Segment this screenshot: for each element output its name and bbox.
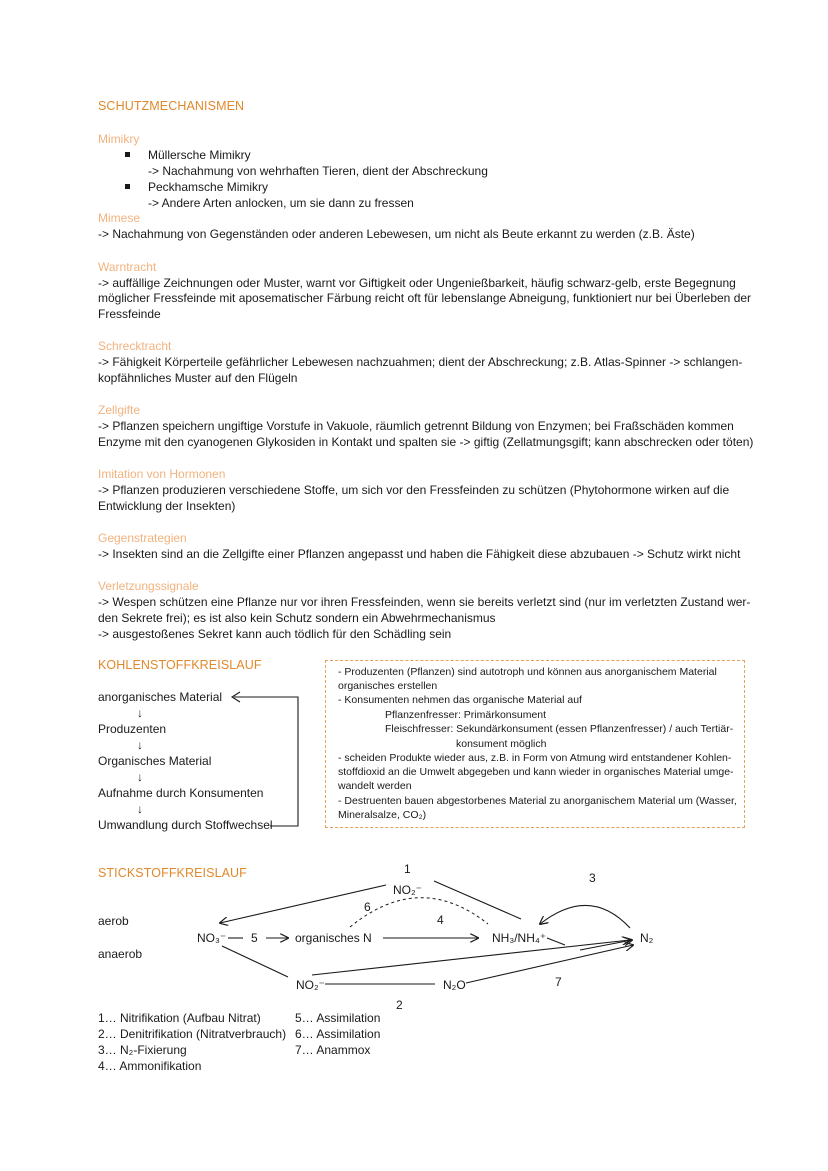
kohlenstoff-info-box bbox=[325, 660, 745, 828]
imitation-line: -> Pflanzen produzieren verschiedene Stoffe, um sich vor den Fressfeinden zu schützen (Phytohormone wirken auf die bbox=[98, 483, 730, 497]
step-number-3: 3 bbox=[589, 871, 596, 885]
down-arrow-icon: ↓ bbox=[137, 770, 143, 784]
down-arrow-icon: ↓ bbox=[137, 802, 143, 816]
warntracht-line: Fressfeinde bbox=[98, 307, 161, 321]
info-line: stoffdioxid an die Umwelt abgegeben und kann wieder in organisches Material umge- bbox=[338, 766, 734, 778]
label-n2: N₂ bbox=[640, 931, 654, 945]
stickstoff-diagram bbox=[0, 850, 828, 1015]
section-title-stickstoffkreislauf: STICKSTOFFKREISLAUF bbox=[98, 866, 247, 880]
legend-item: 5… Assimilation bbox=[295, 1011, 381, 1025]
info-line: Mineralsalze, CO₂) bbox=[338, 809, 427, 821]
gegenstrategien-line: -> Insekten sind an die Zellgifte einer Pflanzen angepasst und haben die Fähigkeit diese abzubauen -> Schutz wirkt nicht bbox=[98, 547, 741, 561]
cycle-return-arrow bbox=[220, 690, 310, 835]
zellgifte-line: -> Pflanzen speichern ungiftige Vorstufe in Vakuole, räumlich getrennt Bildung von Enzymen; bei Fraßschäden kommen bbox=[98, 419, 734, 433]
info-line: organisches erstellen bbox=[338, 680, 438, 692]
step-number-4: 4 bbox=[437, 913, 444, 927]
step-number-2: 2 bbox=[396, 998, 403, 1012]
imitation-line: Entwicklung der Insekten) bbox=[98, 499, 236, 513]
info-line: konsument möglich bbox=[456, 738, 547, 750]
heading-verletzungssignale: Verletzungssignale bbox=[98, 579, 199, 593]
info-line: wandelt werden bbox=[338, 780, 412, 792]
step-number-7: 7 bbox=[555, 975, 562, 989]
heading-schrecktracht: Schrecktracht bbox=[98, 339, 172, 353]
legend-item: 1… Nitrifikation (Aufbau Nitrat) bbox=[98, 1011, 261, 1025]
step-number-5: 5 bbox=[251, 931, 258, 945]
legend-item: 6… Assimilation bbox=[295, 1027, 381, 1041]
heading-warntracht: Warntracht bbox=[98, 260, 157, 274]
cycle-step: anorganisches Material bbox=[98, 690, 223, 704]
warntracht-line: -> auffällige Zeichnungen oder Muster, warnt vor Giftigkeit oder Ungenießbarkeit, häufig schwarz-gelb, erste Begegnung bbox=[98, 276, 736, 290]
label-aerob: aerob bbox=[98, 914, 129, 928]
bullet-icon bbox=[125, 152, 130, 157]
heading-mimikry: Mimikry bbox=[98, 132, 140, 146]
verletzung-line: -> Wespen schützen eine Pflanze nur vor ihren Fressfeinden, wenn sie bereits verletzt sind (nur im verletzten Zustand wer- bbox=[98, 595, 751, 609]
label-anaerob: anaerob bbox=[98, 947, 143, 961]
down-arrow-icon: ↓ bbox=[137, 706, 143, 720]
cycle-step: Umwandlung durch Stoffwechsel bbox=[98, 818, 273, 832]
info-line: - Konsumenten nehmen das organische Material auf bbox=[338, 694, 582, 706]
mimikry-item-name: Peckhamsche Mimikry bbox=[148, 180, 269, 194]
info-line: - Produzenten (Pflanzen) sind autotroph und können aus anorganischem Material bbox=[338, 666, 717, 678]
zellgifte-line: Enzyme mit den cyanogenen Glykosiden in Kontakt und spalten sie -> giftig (Zellatmungsgift; kann abschrecken oder töten) bbox=[98, 435, 754, 449]
legend-item: 7… Anammox bbox=[295, 1043, 371, 1057]
cycle-step: Organisches Material bbox=[98, 754, 212, 768]
legend-item: 2… Denitrifikation (Nitratverbrauch) bbox=[98, 1027, 287, 1041]
down-arrow-icon: ↓ bbox=[137, 738, 143, 752]
info-line: - scheiden Produkte wieder aus, z.B. in Form von Atmung wird entstandener Kohlen- bbox=[338, 752, 732, 764]
cycle-step: Produzenten bbox=[98, 722, 167, 736]
legend-item: 3… N₂-Fixierung bbox=[98, 1043, 187, 1057]
schrecktracht-line: kopfähnliches Muster auf den Flügeln bbox=[98, 371, 298, 385]
schrecktracht-line: -> Fähigkeit Körperteile gefährlicher Lebewesen nachzuahmen; dient der Abschreckung; z.B. Atlas-Spinner -> schlangen- bbox=[98, 355, 743, 369]
verletzung-line: -> ausgestoßenes Sekret kann auch tödlich für den Schädling sein bbox=[98, 627, 452, 641]
heading-imitation-hormone: Imitation von Hormonen bbox=[98, 467, 226, 481]
cycle-step: Aufnahme durch Konsumenten bbox=[98, 786, 264, 800]
info-line: Pflanzenfresser: Primärkonsument bbox=[385, 709, 547, 721]
section-title-kohlenstoffkreislauf: KOHLENSTOFFKREISLAUF bbox=[98, 658, 262, 672]
mimikry-item-name: Müllersche Mimikry bbox=[148, 148, 251, 162]
warntracht-line: möglicher Fressfeinde mit aposematischer Färbung reicht oft für lebenslange Abneigung, funktioniert nur bei Überleben der bbox=[98, 291, 752, 305]
heading-gegenstrategien: Gegenstrategien bbox=[98, 531, 187, 545]
step-number-1: 1 bbox=[404, 862, 411, 876]
mimikry-item-desc: -> Nachahmung von wehrhaften Tieren, dient der Abschreckung bbox=[148, 164, 488, 178]
heading-zellgifte: Zellgifte bbox=[98, 403, 141, 417]
label-nh3-nh4: NH₃/NH₄⁺ bbox=[492, 931, 547, 945]
bullet-icon bbox=[125, 184, 130, 189]
mimikry-item-desc: -> Andere Arten anlocken, um sie dann zu fressen bbox=[148, 196, 414, 210]
verletzung-line: den Sekrete frei); es ist also kein Schutz sondern ein Abwehrmechanismus bbox=[98, 611, 496, 625]
label-no2-bottom: NO₂⁻ bbox=[296, 978, 325, 992]
label-n2o: N₂O bbox=[443, 978, 466, 992]
heading-mimese: Mimese bbox=[98, 211, 141, 225]
label-no2-top: NO₂⁻ bbox=[393, 883, 422, 897]
legend-item: 4… Ammonifikation bbox=[98, 1059, 202, 1073]
label-organic-n: organisches N bbox=[295, 931, 372, 945]
mimese-text: -> Nachahmung von Gegenständen oder anderen Lebewesen, um nicht als Beute erkannt zu werden (z.B. Äste) bbox=[98, 227, 695, 241]
section-title-schutzmechanismen: SCHUTZMECHANISMEN bbox=[98, 99, 245, 113]
step-number-6: 6 bbox=[364, 900, 371, 914]
info-line: - Destruenten bauen abgestorbenes Material zu anorganischem Material um (Wasser, bbox=[338, 795, 737, 807]
label-no3: NO₃⁻ bbox=[197, 931, 227, 945]
info-line: Fleischfresser: Sekundärkonsument (essen Pflanzenfresser) / auch Tertiär- bbox=[385, 723, 734, 735]
